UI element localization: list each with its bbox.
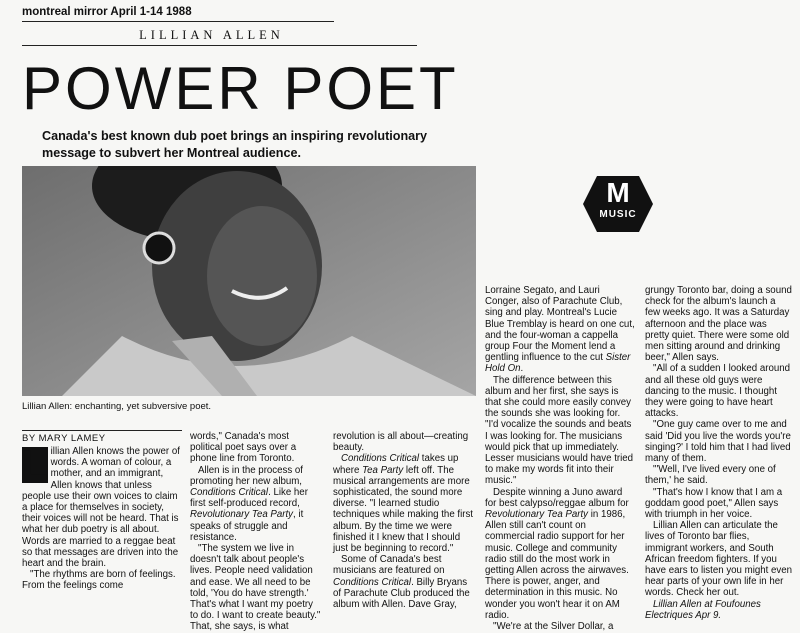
portrait-illustration bbox=[22, 166, 476, 396]
text-run: in 1986, Allen still can't count on commercial radio support for her music. College and community radio still do the most work in getting Allen across the airwaves. There is power, anger, and determination in this music. No wonder you won't hear it on AM radio. bbox=[485, 509, 629, 621]
article-column-4 bbox=[485, 285, 635, 632]
album-title: Conditions Critical bbox=[190, 487, 269, 499]
event-listing: Lillian Allen at Foufounes Electriques Apr 9. bbox=[645, 598, 761, 621]
music-logo-letter: M bbox=[606, 177, 630, 208]
music-logo-label: MUSIC bbox=[599, 209, 637, 220]
paragraph: "That's how I know that I am a goddam good poet," Allen says with triumph in her voice. bbox=[645, 486, 783, 521]
text-run: takes up where bbox=[333, 453, 459, 476]
song-title: Sister Hold On bbox=[485, 352, 631, 375]
paragraph: "The rhythms are born of feelings. From the feelings come bbox=[22, 569, 176, 592]
paragraph: "We're at the Silver Dollar, a bbox=[493, 621, 614, 633]
album-title: Conditions Critical bbox=[341, 453, 420, 465]
paragraph: Lillian Allen can articulate the lives of Toronto bar flies, immigrant workers, and South African freedom fighters. If you have ears to listen you might even hear parts of your own life in her words. Check her out. bbox=[645, 520, 793, 599]
article-column-1 bbox=[22, 441, 182, 592]
banner-rule bbox=[22, 45, 417, 46]
paragraph: words," Canada's most political poet says over a phone line from Toronto. bbox=[190, 431, 297, 465]
paragraph bbox=[485, 285, 635, 375]
masthead: montreal mirror April 1-14 1988 bbox=[22, 6, 192, 18]
text-run: . Billy Bryans of Parachute Club produced the album with Allen. Dave Gray, bbox=[333, 576, 470, 611]
paragraph: "'Well, I've lived every one of them,' he said. bbox=[645, 464, 776, 487]
paragraph: "All of a sudden I looked around and all these old guys were dancing to the music. I thought they were going to have heart attacks. bbox=[645, 363, 791, 420]
paragraph bbox=[333, 554, 475, 610]
masthead-rule bbox=[22, 21, 334, 22]
photo-caption: Lillian Allen: enchanting, yet subversive poet. bbox=[22, 401, 212, 412]
text-run: . bbox=[520, 363, 524, 375]
portrait-photo bbox=[22, 166, 476, 396]
text-run: Some of Canada's best musicians are featured on bbox=[333, 554, 445, 577]
byline-rule bbox=[22, 430, 182, 431]
text-run: Despite winning a Juno award for best calypso/reggae album for bbox=[485, 486, 629, 509]
album-title: Revolutionary Tea Party bbox=[485, 509, 589, 521]
album-title: Revolutionary Tea Party bbox=[190, 509, 294, 521]
paragraph: The difference between this album and her first, she says is that she could more easily convey the sounds she was looking for. "I'd vocalize the sounds and beats I was looking for. The musicians would pick that up immediately. Lesser musicians would have tried to make my words fit into their music." bbox=[485, 374, 634, 487]
article-column-3 bbox=[333, 431, 475, 610]
paragraph: "One guy came over to me and said 'Did you live the words you're singing?' I told him that I had lived many of them. bbox=[645, 419, 791, 465]
text-run: . Like her first self-produced record, bbox=[190, 487, 308, 510]
paragraph: "The system we live in doesn't talk about people's lives. People need validation and ease. We all need to be told, 'You do have strength.' That's what I want my poetry to do. I want to create beauty." That, she says, is what bbox=[190, 543, 321, 633]
album-title: Tea Party bbox=[362, 464, 404, 476]
text-run: left off. The musical arrangements are more sophisticated, the sound more diverse. "I learned studio techniques while making the first album. By the time we were finished it I knew that I should just be beginning to record." bbox=[333, 464, 474, 555]
drop-cap: L bbox=[22, 441, 48, 488]
article-column-5 bbox=[645, 285, 793, 621]
paragraph: grungy Toronto bar, doing a sound check for the album's launch a few weeks ago. It was a Saturday afternoon and the place was pretty quiet. There were some old men sitting around and drinking beer," Allen says. bbox=[645, 285, 792, 364]
paragraph bbox=[333, 453, 475, 554]
text-run: , it speaks of struggle and resistance. bbox=[190, 509, 304, 543]
byline: BY MARY LAMEY bbox=[22, 433, 106, 444]
article-column-2 bbox=[190, 431, 322, 633]
deck: Canada's best known dub poet brings an inspiring revolutionary message to subvert her Montreal audience. bbox=[42, 129, 428, 160]
text-run: Allen is in the process of promoting her new album, bbox=[190, 464, 304, 487]
paragraph: illian Allen knows the power of words. A woman of colour, a mother, and an immigrant, Allen knows that unless people use their own voices to claim a place for themselves in society, their voices will not be heard. That is what her dub poetry is all about. Words are married to a reggae beat so that messages are driven into the heart and the brain. bbox=[22, 446, 180, 570]
paragraph bbox=[485, 487, 635, 621]
album-title: Conditions Critical bbox=[333, 576, 412, 588]
headline: POWER POET bbox=[22, 55, 459, 122]
music-section-logo bbox=[583, 176, 653, 232]
paragraph: revolution is all about—creating beauty. bbox=[333, 431, 469, 454]
paragraph bbox=[190, 465, 322, 543]
text-run: Lorraine Segato, and Lauri Conger, also of Parachute Club, sing and play. Montreal's Lucie Blue Tremblay is heard on one cut, and the four-woman a cappella group Four the Moment lend a gentling influence to the cut bbox=[485, 285, 635, 364]
author-banner: LILLIAN ALLEN bbox=[139, 28, 284, 42]
event-note bbox=[645, 599, 793, 621]
